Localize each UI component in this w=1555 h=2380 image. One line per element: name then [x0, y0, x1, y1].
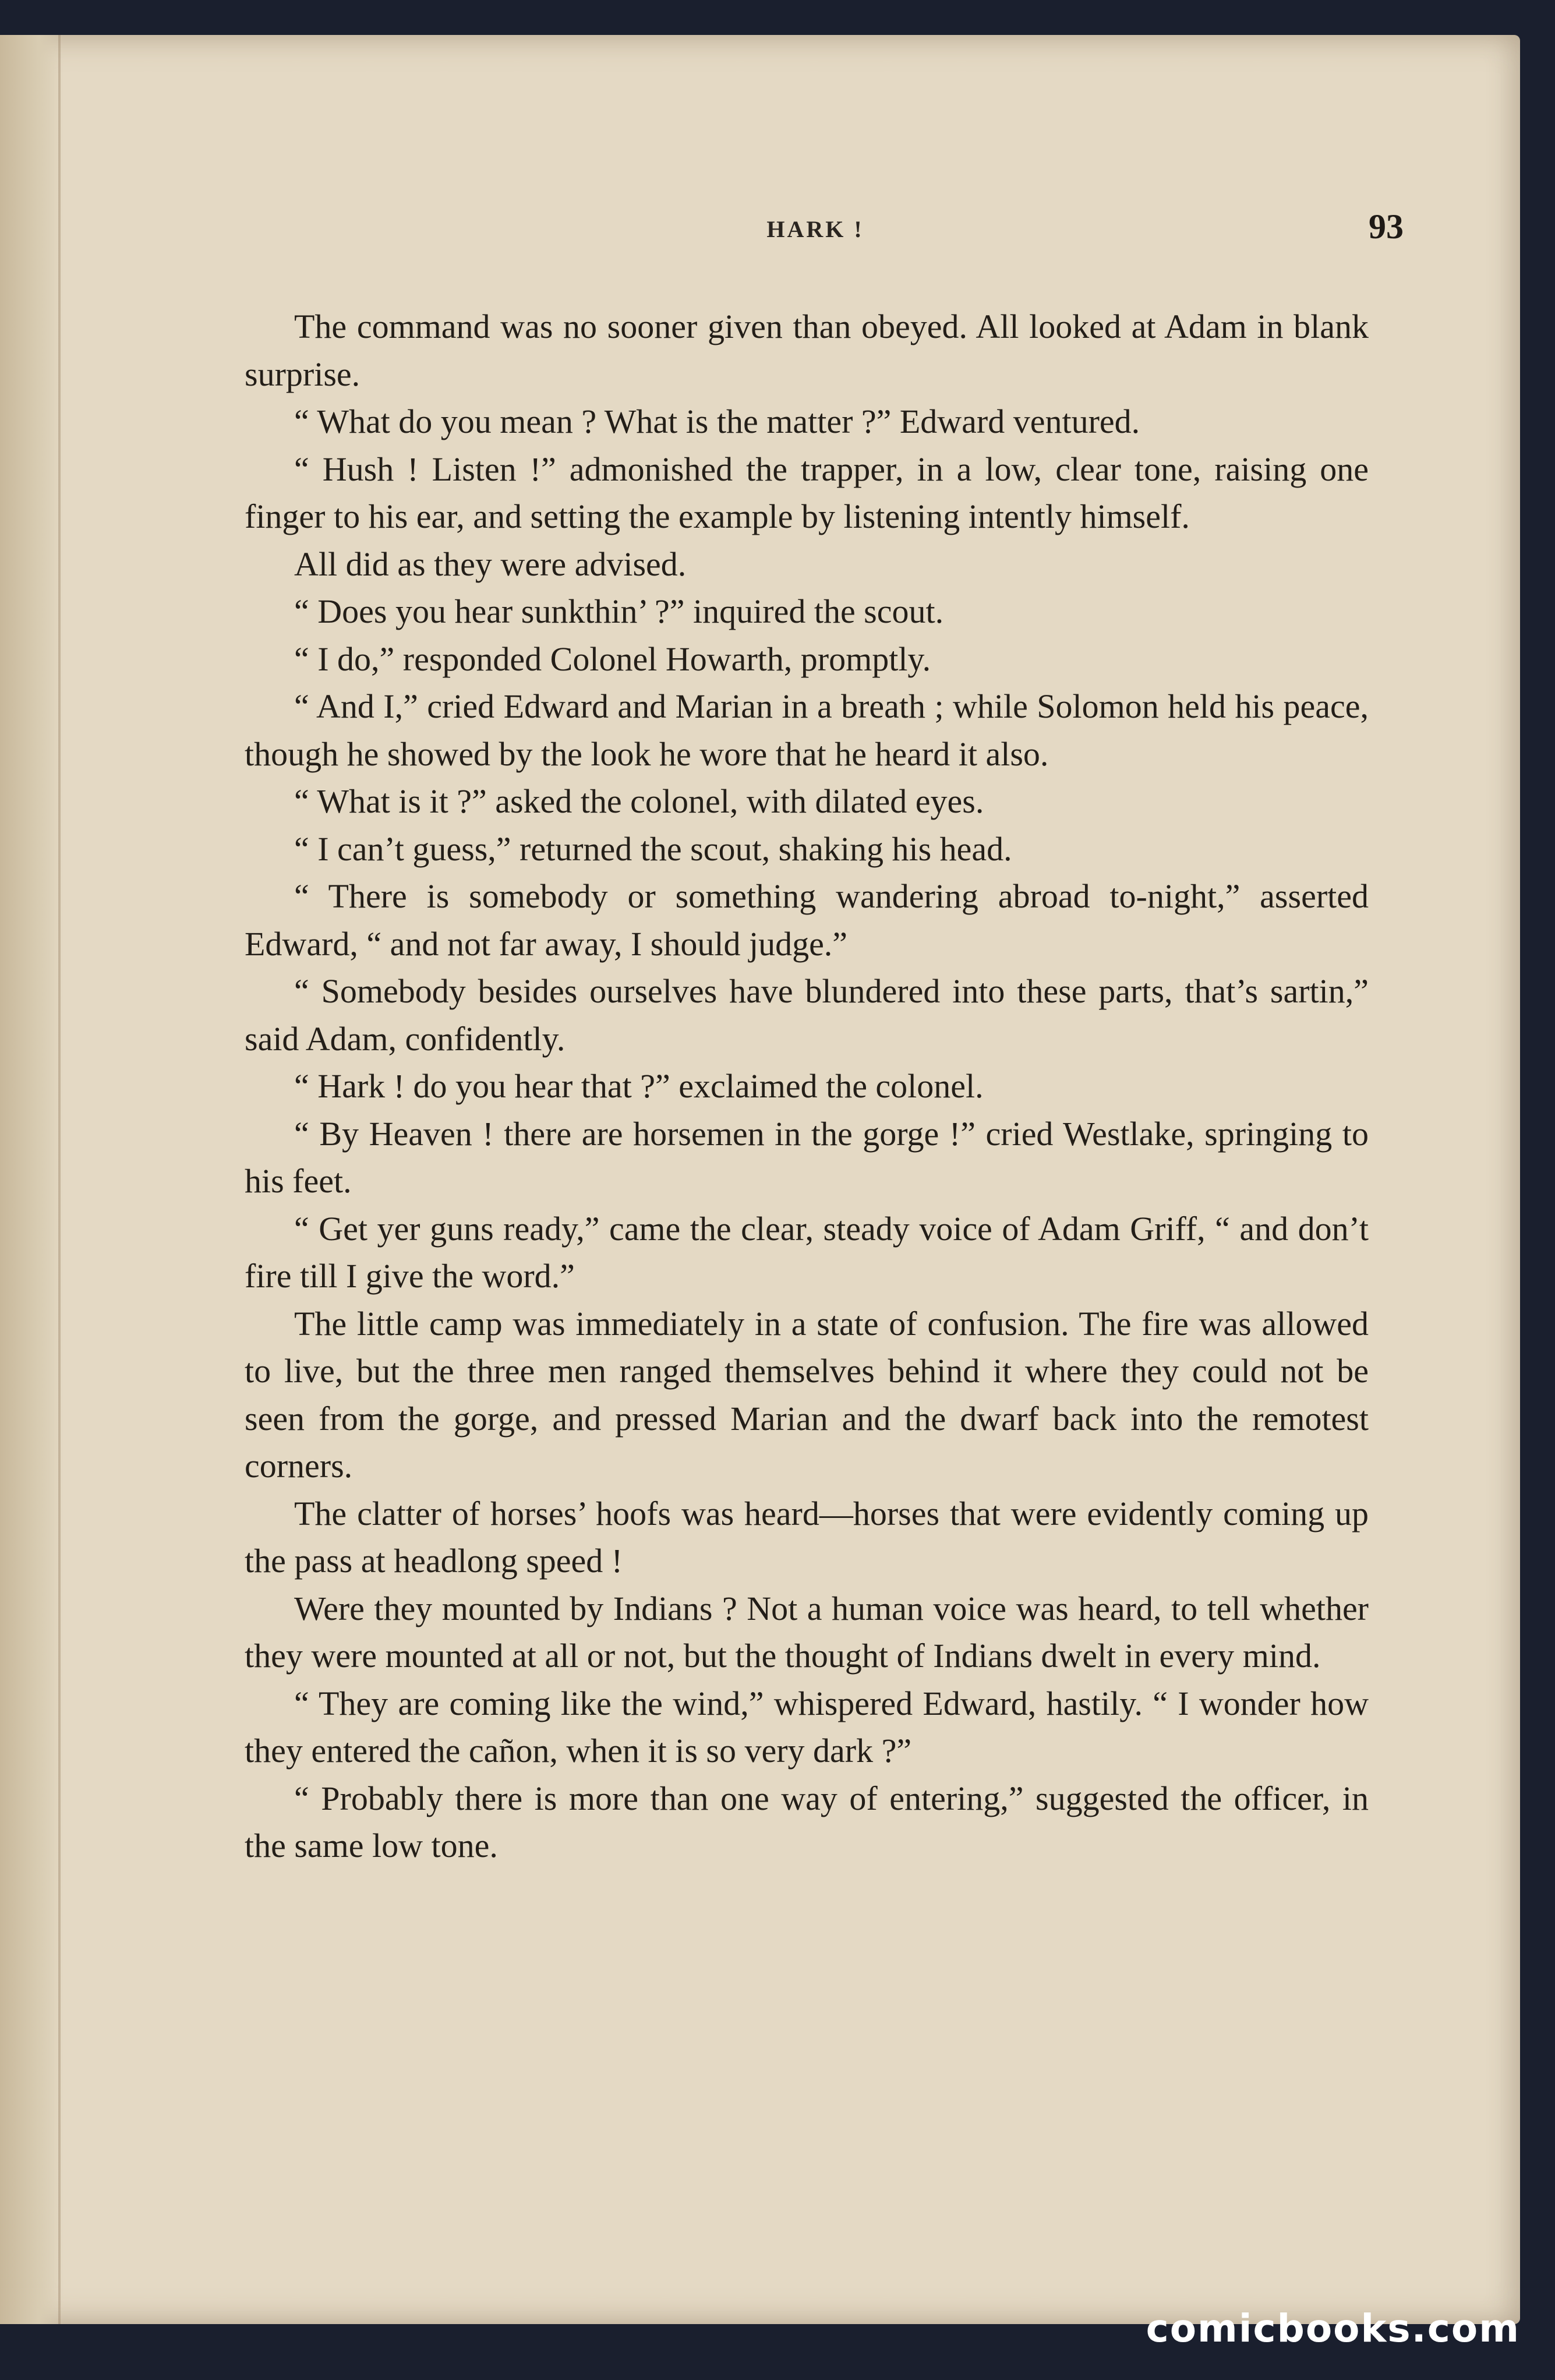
book-page	[0, 35, 1520, 2324]
paragraph: “ Hush ! Listen !” admonished the trapper, in a low, clear tone, raising one finger to his ear, and setting the example by listening intently himself.	[245, 450, 1369, 535]
paragraph: The little camp was immediately in a state of confusion. The fire was allowed to live, but the three men ranged themselves behind it where they could not be seen from the gorge, and pressed Marian and the dwarf back into the remotest corners.	[245, 1304, 1369, 1485]
spine-shadow	[0, 35, 64, 2324]
page-header	[245, 207, 1404, 268]
paragraph: Were they mounted by Indians ? Not a human voice was heard, to tell whether they were mounted at all or not, but the thought of Indians dwelt in every mind.	[245, 1589, 1369, 1675]
paragraph: “ There is somebody or something wandering abroad to-night,” asserted Edward, “ and not far away, I should judge.”	[245, 877, 1369, 963]
body-text	[245, 303, 1369, 1870]
paragraph: All did as they were advised.	[294, 545, 687, 583]
page-number: 93	[1369, 207, 1404, 246]
paragraph: “ Get yer guns ready,” came the clear, steady voice of Adam Griff, “ and don’t fire till I give the word.”	[245, 1209, 1369, 1295]
paragraph: “ Probably there is more than one way of entering,” suggested the officer, in the same low tone.	[245, 1779, 1369, 1865]
paragraph: “ By Heaven ! there are horsemen in the gorge !” cried Westlake, springing to his feet.	[245, 1114, 1369, 1200]
paragraph: The command was no sooner given than obeyed. All looked at Adam in blank surprise.	[245, 308, 1369, 393]
paragraph: “ They are coming like the wind,” whispered Edward, hastily. “ I wonder how they entered the cañon, when it is so very dark ?”	[245, 1684, 1369, 1770]
running-head: HARK !	[766, 216, 864, 242]
paragraph: “ And I,” cried Edward and Marian in a breath ; while Solomon held his peace, though he showed by the look he wore that he heard it also.	[245, 687, 1369, 773]
paragraph: “ What do you mean ? What is the matter ?” Edward ventured.	[294, 402, 1140, 440]
paragraph: “ I can’t guess,” returned the scout, shaking his head.	[294, 829, 1012, 868]
paragraph: “ Somebody besides ourselves have blundered into these parts, that’s sartin,” said Adam, confidently.	[245, 972, 1369, 1058]
paragraph: “ Does you hear sunkthin’ ?” inquired the scout.	[294, 592, 944, 630]
page-fold	[58, 35, 61, 2324]
paragraph: The clatter of horses’ hoofs was heard—horses that were evidently coming up the pass at headlong speed !	[245, 1494, 1369, 1580]
watermark: comicbooks.com	[1146, 2306, 1520, 2351]
paragraph: “ Hark ! do you hear that ?” exclaimed the colonel.	[294, 1067, 984, 1105]
paragraph: “ I do,” responded Colonel Howarth, promptly.	[294, 640, 931, 678]
paragraph: “ What is it ?” asked the colonel, with dilated eyes.	[294, 782, 984, 820]
